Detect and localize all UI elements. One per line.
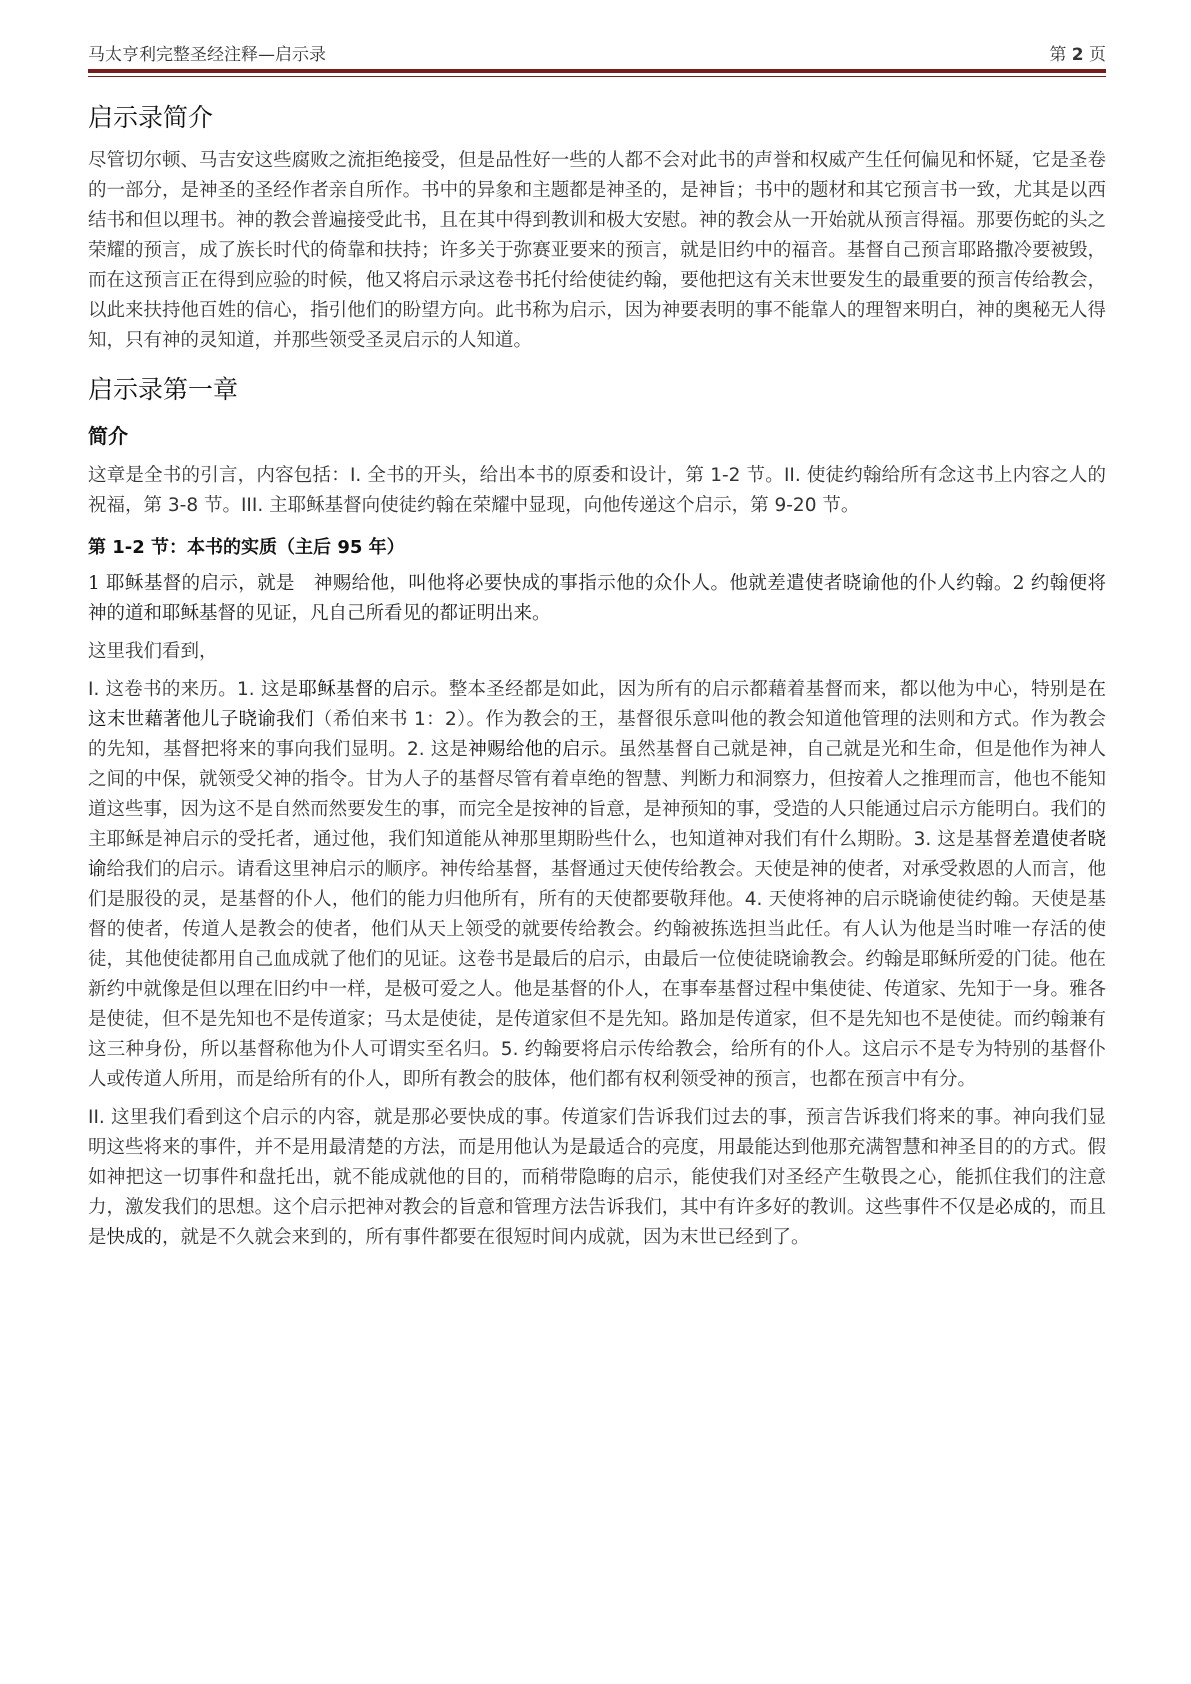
point-one-emphasis-1: 耶稣基督的启示: [298, 679, 430, 700]
page-prefix: 第: [1049, 45, 1067, 65]
point-one-text-1: I. 这卷书的来历。1. 这是: [88, 679, 299, 700]
point-two-text-2: ，而且是: [88, 1197, 1106, 1248]
book-title: 马太亨利完整圣经注释—启示录: [88, 45, 326, 65]
page-suffix: 页: [1089, 45, 1106, 65]
point-one-emphasis-2: 在这末世藉著他儿子晓谕我们: [88, 679, 1106, 730]
section-heading: 第 1-2 节：本书的实质（主后 95 年）: [88, 537, 405, 558]
header-rule-thin: [88, 76, 1106, 77]
point-one-text-4: 。虽然基督自己就是神，自己就是光和生命，但是他作为神人之间的中保，就领受父神的指令。甘为人子的基督尽管有着卓绝的智慧、判断力和洞察力，但按着人之推理而言，他也不能知道这些事，因为这不是自然而然要发生的事，而完全是按神的旨意，是神预知的事，受造的人只能通过启示方能明白。我们的主耶稣是神启示的受托者，通过他，我们知道能从神那里期盼些什么，也知道神对我们有什么期盼。3. 这是基督: [88, 739, 1106, 850]
summary-heading: 简介: [88, 424, 128, 448]
point-one-paragraph: [88, 675, 1106, 1095]
chapter-heading: 启示录第一章: [88, 375, 239, 404]
verse-text: 1 耶稣基督的启示，就是 神赐给他，叫他将必要快成的事指示他的众仆人。他就差遣使者晓谕他的仆人约翰。2 约翰便将 神的道和耶稣基督的见证，凡自己所看见的都证明出来。: [88, 573, 1125, 624]
summary-paragraph: 这章是全书的引言，内容包括：I. 全书的开头，给出本书的原委和设计，第 1-2 节。II. 使徒约翰给所有念这书上内容之人的祝福，第 3-8 节。III. 主耶稣基督向使徒约翰在荣耀中显现，向他传递这个启示，第 9-20 节。: [88, 465, 1106, 516]
intro-paragraph: 尽管切尔顿、马吉安这些腐败之流拒绝接受，但是品性好一些的人都不会对此书的声誉和权威产生任何偏见和怀疑，它是圣卷的一部分，是神圣的圣经作者亲自所作。书中的异象和主题都是神圣的，是神旨；书中的题材和其它预言书一致，尤其是以西结书和但以理书。神的教会普遍接受此书，且在其中得到教训和极大安慰。神的教会从一开始就从预言得福。那要伤蛇的头之荣耀的预言，成了族长时代的倚靠和扶持；许多关于弥赛亚要来的预言，就是旧约中的福音。基督自己预言耶路撒冷要被毁，而在这预言正在得到应验的时候，他又将启示录这卷书托付给使徒约翰，要他把这有关末世要发生的最重要的预言传给教会，以此来扶持他百姓的信心，指引他们的盼望方向。此书称为启示，因为神要表明的事不能靠人的理智来明白，神的奥秘无人得知，只有神的灵知道，并那些领受圣灵启示的人知道。: [88, 150, 1106, 351]
document-page: [88, 0, 1125, 1261]
running-header: [88, 0, 1106, 70]
point-two-text-1: II. 这里我们看到这个启示的内容，就是那必要快成的事。传道家们告诉我们过去的事，预言告诉我们将来的事。神向我们显明这些将来的事件，并不是用最清楚的方法，而是用他认为是最适合的亮度，用最能达到他那充满智慧和神圣目的的方式。假如神把这一切事件和盘托出，就不能成就他的目的，而稍带隐晦的启示，能使我们对圣经产生敬畏之心，能抓住我们的注意力，激发我们的思想。这个启示把神对教会的旨意和管理方法告诉我们，其中有许多好的教训。这些事件不仅是: [88, 1107, 1106, 1218]
point-two-text-3: ，就是不久就会来到的，所有事件都要在很短时间内成就，因为末世已经到了。: [162, 1227, 810, 1248]
header-rule-thick: [88, 69, 1106, 73]
point-two-paragraph: [88, 1103, 1106, 1253]
page-number: 2: [1071, 45, 1084, 65]
point-one-text-5: 给我们的启示。请看这里神启示的顺序。神传给基督，基督通过天使传给教会。天使是神的使者，对承受救恩的人而言，他们是服役的灵，是基督的仆人，他们的能力归他所有，所有的天使都要敬拜他。4. 天使将神的启示晓谕使徒约翰。天使是基督的使者，传道人是教会的使者，他们从天上领受的就要传给教会。约翰被拣选担当此任。有人认为他是当时唯一存活的使徒，其他使徒都用自己血成就了他们的见证。这卷书是最后的启示，由最后一位使徒晓谕教会。约翰是耶稣所爱的门徒。他在新约中就像是但以理在旧约中一样，是极可爱之人。他是基督的仆人，在事奉基督过程中集使徒、传道家、先知于一身。雅各是使徒，但不是先知也不是传道家；马太是使徒，是传道家但不是先知。路加是传道家，但不是先知也不是使徒。而约翰兼有这三种身份，所以基督称他为仆人可谓实至名归。5. 约翰要将启示传给教会，给所有的仆人。这启示不是专为特别的基督仆人或传道人所用，而是给所有的仆人，即所有教会的肢体，他们都有权利领受神的预言，也都在预言中有分。: [88, 859, 1106, 1090]
point-two-emphasis-1: 必成的: [994, 1197, 1051, 1218]
page-content: [88, 98, 1125, 1253]
intro-heading: 启示录简介: [88, 103, 214, 132]
point-one-text-3: （希伯来书 1：2）。作为教会的王，基督很乐意叫他的教会知道他管理的法则和方式。作为教会的先知，基督把将来的事向我们显明。2. 这是: [88, 709, 1106, 760]
point-one-emphasis-3: 神赐给他的启示: [468, 739, 600, 760]
lead-text: 这里我们看到，: [88, 641, 218, 662]
point-one-text-2: 。整本圣经都是如此，因为所有的启示都藉着基督而来，都以他为中心，特别是: [429, 679, 1088, 700]
point-two-emphasis-2: 快成的: [106, 1227, 163, 1248]
page-number-label: [1049, 40, 1106, 65]
point-one-emphasis-4: 差遣使者晓谕: [88, 829, 1106, 880]
